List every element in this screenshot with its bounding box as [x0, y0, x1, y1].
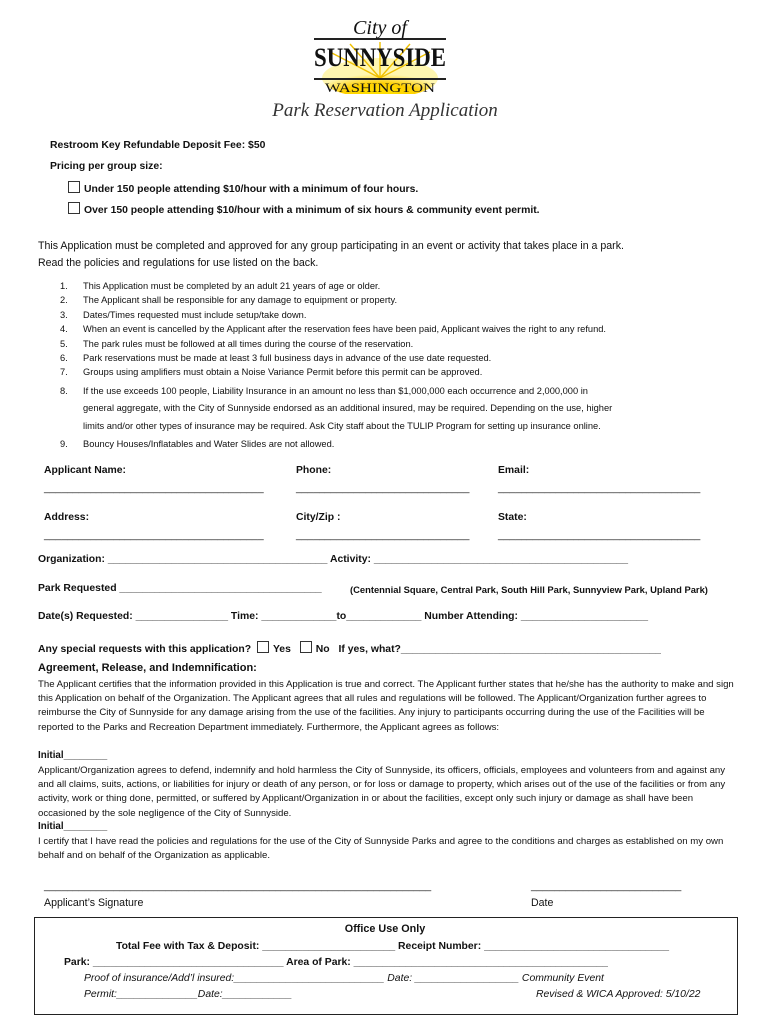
applicant-name-field[interactable]: ______________________________________: [44, 483, 264, 494]
rules-list: [44, 279, 734, 452]
state-label: State:: [498, 512, 527, 523]
rule-item: 8. If the use exceeds 100 people, Liability Insurance in an amount no less than $1,000,000 each occurrence and 2,000,000 in: [60, 385, 588, 396]
deposit-text: Restroom Key Refundable Deposit Fee: $50: [50, 140, 266, 151]
rule-item: limits and/or other types of insurance may be required. Ask City staff about the TULIP Program for setting up insurance online.: [83, 420, 601, 431]
address-field[interactable]: ______________________________________: [44, 530, 264, 541]
organization-activity-line[interactable]: Organization: ______________________________________ Activity: ____________________________________________: [38, 554, 629, 565]
no-checkbox[interactable]: [300, 641, 312, 653]
initial-field-1[interactable]: Initial________: [38, 750, 108, 761]
rule-item: 4. When an event is cancelled by the Applicant after the reservation fees have been paid, Applicant waives the right to any refund.: [60, 324, 607, 335]
signature-line[interactable]: ___________________________________________________________________: [44, 881, 432, 892]
permit-line[interactable]: Permit:______________Date:____________: [84, 989, 292, 1000]
proof-of-insurance-line[interactable]: Proof of insurance/Add’l insured:__________________________ Date: __________________ Community Event: [84, 973, 604, 984]
revision-note: Revised & WICA Approved: 5/10/22: [536, 989, 701, 1000]
park-requested-line[interactable]: Park Requested ___________________________________: [38, 583, 322, 594]
agreement-paragraph-2: Applicant/Organization agrees to defend, indemnify and hold harmless the City of Sunnyside, its officers, officials, employees and volunteers from and against any and all claims, suits, actions, or liabilities for injury or death of any person, or for loss or damage to property, which arises out of the use of the facilities or from any activity, work or thing done, permitted, or suffered by Applicant/Organization in or about the facilities, except only such injury or damage as shall have been occasioned by the sole negligence of the City of Sunnyside.: [38, 765, 726, 819]
logo-line3: WASHINGTON: [325, 80, 436, 94]
initial-field-2[interactable]: Initial________: [38, 821, 108, 832]
rule-item: general aggregate, with the City of Sunnyside endorsed as an additional insured, may be required. Depending on the use, higher: [83, 403, 613, 414]
agreement-heading: Agreement, Release, and Indemnification:: [38, 662, 257, 674]
yes-checkbox[interactable]: [257, 641, 269, 653]
pricing-option-under-150[interactable]: [68, 181, 418, 195]
rule-item: 3. Dates/Times requested must include setup/take down.: [60, 309, 307, 320]
state-field[interactable]: ___________________________________: [498, 530, 701, 541]
city-zip-field[interactable]: ______________________________: [296, 530, 470, 541]
total-fee-line[interactable]: Total Fee with Tax & Deposit: _______________________ Receipt Number: ________________________________: [116, 941, 669, 952]
phone-label: Phone:: [296, 465, 332, 476]
rule-item: 6. Park reservations must be made at least 3 full business days in advance of the use date requested.: [60, 353, 492, 364]
agreement-paragraph-1: The Applicant certifies that the information provided in this Application is true and correct. The Applicant further states that he/she has the authority to make and sign this Application on behalf of the Organization. The Applicant agrees that all rules and regulations will be followed. The Applicant/Organization further agrees to reimburse the City of Sunnyside for any damage arising from the use of the facilities. Any injury to participants occurring during the use of the Facilities will be reported to the Parks and Recreation Department immediately. Furthermore, the Applicant agrees as follows:: [38, 679, 734, 733]
logo-line1: City of: [353, 17, 407, 39]
park-options: (Centennial Square, Central Park, South Hill Park, Sunnyview Park, Upland Park): [350, 584, 708, 595]
signature-label: Applicant’s Signature: [44, 897, 144, 909]
date-line[interactable]: __________________________: [531, 881, 682, 892]
dates-time-attendance-line[interactable]: Date(s) Requested: ________________ Time: _____________to_____________ Number Attending: ______________________: [38, 611, 648, 622]
rule-item: 1. This Application must be completed by an adult 21 years of age or older.: [60, 281, 381, 291]
rule-item: 7. Groups using amplifiers must obtain a Noise Variance Permit before this permit can be approved.: [60, 367, 483, 378]
option-text: Under 150 people attending $10/hour with a minimum of four hours.: [84, 184, 419, 195]
applicant-name-label: Applicant Name:: [44, 465, 126, 476]
rule-item: 5. The park rules must be followed at all times during the course of the reservation.: [60, 338, 414, 349]
intro-line-2: Read the policies and regulations for use listed on the back.: [38, 257, 319, 269]
sunnyside-logo-icon: [300, 14, 460, 94]
email-label: Email:: [498, 465, 530, 476]
date-label: Date: [531, 897, 554, 909]
no-label: No: [315, 644, 330, 655]
special-requests-line: [38, 641, 661, 655]
address-label: Address:: [44, 512, 90, 523]
special-requests-field[interactable]: If yes, what?_____________________________________________: [338, 644, 661, 655]
special-requests-question: Any special requests with this application?: [38, 644, 252, 655]
yes-label: Yes: [272, 644, 291, 655]
pricing-option-over-150[interactable]: [68, 202, 540, 216]
intro-line-1: This Application must be completed and approved for any group participating in an event or activity that takes place in a park.: [38, 240, 624, 252]
document-title: Park Reservation Application: [272, 100, 498, 121]
city-logo: [300, 14, 460, 94]
pricing-label: Pricing per group size:: [50, 161, 163, 172]
city-zip-label: City/Zip :: [296, 512, 341, 523]
checkbox[interactable]: [68, 181, 80, 193]
logo-line2: SUNNYSIDE: [314, 43, 446, 72]
agreement-paragraph-3: I certify that I have read the policies and regulations for the use of the City of Sunnyside Parks and agree to the conditions and charges as established on my own behalf and on behalf of the Organization as applicable.: [38, 836, 724, 862]
office-use-heading: Office Use Only: [344, 923, 426, 935]
phone-field[interactable]: ______________________________: [296, 483, 470, 494]
rule-item: 2. The Applicant shall be responsible for any damage to equipment or property.: [60, 295, 398, 306]
rule-item: 9. Bouncy Houses/Inflatables and Water Slides are not allowed.: [60, 439, 335, 450]
email-field[interactable]: ___________________________________: [498, 483, 701, 494]
park-area-line[interactable]: Park: _________________________________ Area of Park: ____________________________________________: [64, 957, 608, 968]
checkbox[interactable]: [68, 202, 80, 214]
option-text: Over 150 people attending $10/hour with a minimum of six hours & community event permit.: [84, 205, 540, 216]
